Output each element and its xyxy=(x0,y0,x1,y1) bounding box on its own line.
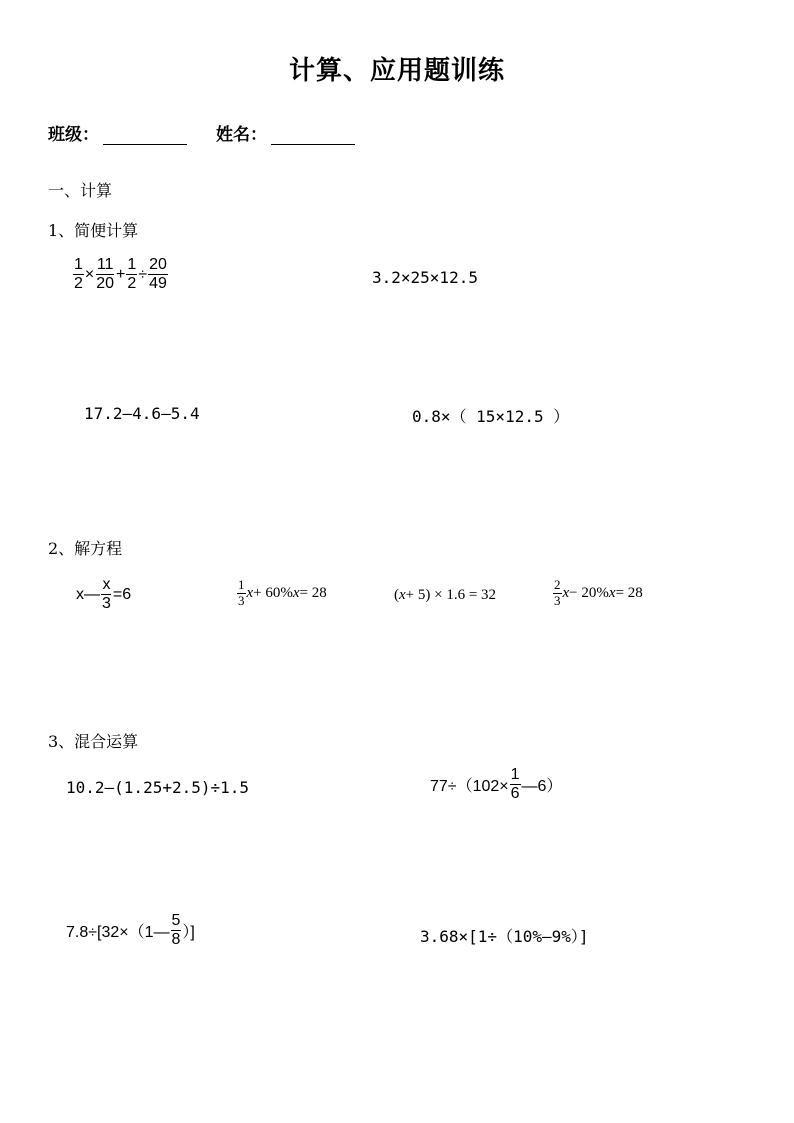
fraction-1-2 xyxy=(73,256,84,294)
denominator: 20 xyxy=(96,275,115,293)
numerator: 1 xyxy=(126,256,137,275)
divide-sign: ÷ xyxy=(138,265,148,283)
simple-calc-expression-2: 3.2×25×12.5 xyxy=(372,268,478,287)
mixed-ops-title: 3、混合运算 xyxy=(48,732,139,751)
denominator: 3 xyxy=(554,592,561,608)
denominator: 49 xyxy=(149,275,167,293)
simple-calc-expression-3: 17.2—4.6—5.4 xyxy=(84,404,200,423)
fraction-11-20 xyxy=(95,256,115,294)
denominator: 8 xyxy=(171,931,181,949)
equation-1-left: x— xyxy=(76,585,100,603)
equation-2-right: = 28 xyxy=(299,584,327,601)
fraction-2-3 xyxy=(553,578,562,609)
class-blank[interactable] xyxy=(103,128,187,145)
equation-3 xyxy=(394,587,496,604)
numerator: 1 xyxy=(238,577,245,592)
denominator: 6 xyxy=(510,785,520,803)
variable-x: x xyxy=(399,587,406,603)
simple-calc-expression-1 xyxy=(72,256,169,294)
fraction-x-3 xyxy=(101,576,112,614)
expr-3-left: 7.8÷[32×（1— xyxy=(66,924,170,942)
section-calculation-title: 一、计算 xyxy=(48,181,113,200)
denominator: 3 xyxy=(238,592,245,608)
mixed-ops-expression-2 xyxy=(430,766,562,804)
class-label: 班级： xyxy=(48,125,99,145)
name-label: 姓名： xyxy=(216,125,267,145)
fraction-1-3 xyxy=(237,578,246,609)
fraction-5-8 xyxy=(171,912,182,950)
class-field xyxy=(48,120,187,145)
mixed-ops-expression-3 xyxy=(66,912,195,950)
equation-1-right: =6 xyxy=(112,585,132,603)
equation-title: 2、解方程 xyxy=(48,539,123,558)
equation-4 xyxy=(552,578,643,609)
name-blank[interactable] xyxy=(271,128,355,145)
fraction-1-2b xyxy=(126,256,137,294)
expr-2-left: 77÷（102× xyxy=(430,778,509,796)
equation-1 xyxy=(76,576,131,614)
mixed-ops-expression-1: 10.2—(1.25+2.5)÷1.5 xyxy=(66,778,250,797)
times-sign: × xyxy=(84,265,95,283)
denominator: 3 xyxy=(102,595,111,613)
numerator: 20 xyxy=(148,256,168,275)
equation-3-open: ( xyxy=(394,587,399,603)
variable-x: x xyxy=(246,584,254,601)
denominator: 2 xyxy=(74,275,83,293)
equation-2 xyxy=(236,578,327,609)
fraction-20-49 xyxy=(148,256,168,294)
equation-4-right: = 28 xyxy=(615,584,643,601)
equation-3-rest: + 5) × 1.6 = 32 xyxy=(405,587,497,603)
numerator: 11 xyxy=(96,256,115,275)
page-title: 计算、应用题训练 xyxy=(288,56,505,86)
simple-calc-expression-4: 0.8×（ 15×12.5 ） xyxy=(412,407,570,426)
equation-4-mid: − 20% xyxy=(569,584,609,601)
expr-3-right: ）] xyxy=(182,924,195,942)
name-field xyxy=(216,120,355,145)
numerator: x xyxy=(101,576,111,595)
plus-sign: + xyxy=(116,265,126,283)
numerator: 1 xyxy=(73,256,84,275)
denominator: 2 xyxy=(127,275,137,293)
variable-x: x xyxy=(562,584,570,601)
mixed-ops-expression-4: 3.68×[1÷（10%—9%）] xyxy=(420,927,589,946)
numerator: 5 xyxy=(171,912,182,931)
variable-x: x xyxy=(608,584,616,601)
expr-2-right: —6） xyxy=(521,778,563,796)
numerator: 2 xyxy=(554,577,561,592)
fraction-1-6 xyxy=(510,766,521,804)
variable-x: x xyxy=(292,584,300,601)
numerator: 1 xyxy=(510,766,521,785)
simple-calc-title: 1、简便计算 xyxy=(48,221,139,240)
equation-2-mid: + 60% xyxy=(253,584,293,601)
